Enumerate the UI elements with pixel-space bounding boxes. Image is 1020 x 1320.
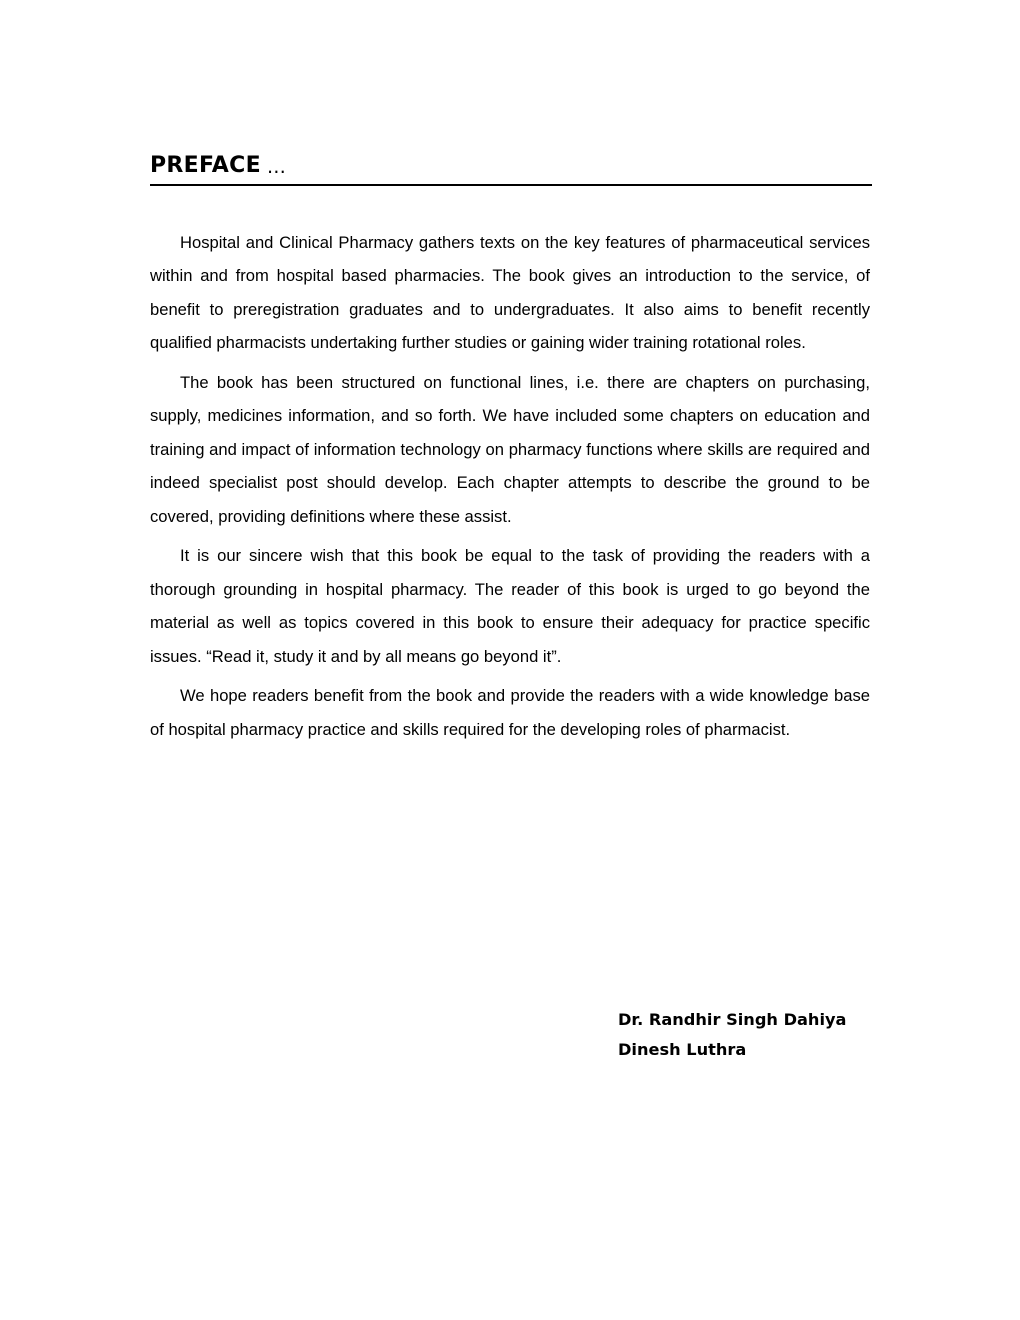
paragraph-structure: The book has been structured on functional lines, i.e. there are chapters on purchasing, supply, medicines information, and so forth. We have included some chapters on education and training and impact of information technology on pharmacy functions where skills are required and indeed specialist post should develop. Each chapter attempts to describe the ground to be covered, providing definitions where these assist. — [150, 373, 870, 526]
author-name: Dinesh Luthra — [618, 1040, 747, 1059]
preface-heading — [150, 152, 872, 186]
title-ellipsis: … — [266, 156, 286, 178]
page-title: PREFACE — [150, 153, 261, 178]
paragraph-wish: It is our sincere wish that this book be equal to the task of providing the readers with a thorough grounding in hospital pharmacy. The reader of this book is urged to go beyond the material as well as topics covered in this book to ensure their adequacy for practice specific issues. “Read it, study it and by all means go beyond it”. — [150, 546, 870, 666]
paragraph-introduction: Hospital and Clinical Pharmacy gathers texts on the key features of pharmaceutical services within and from hospital based pharmacies. The book gives an introduction to the service, of benefit to preregistration graduates and to undergraduates. It also aims to benefit recently qualified pharmacists undertaking further studies or gaining wider training rotational roles. — [150, 233, 870, 353]
preface-body — [150, 226, 870, 753]
author-name: Dr. Randhir Singh Dahiya — [618, 1010, 847, 1029]
author-signatures — [618, 1005, 878, 1065]
paragraph-hope: We hope readers benefit from the book and provide the readers with a wide knowledge base of hospital pharmacy practice and skills required for the developing roles of pharmacist. — [150, 686, 870, 739]
